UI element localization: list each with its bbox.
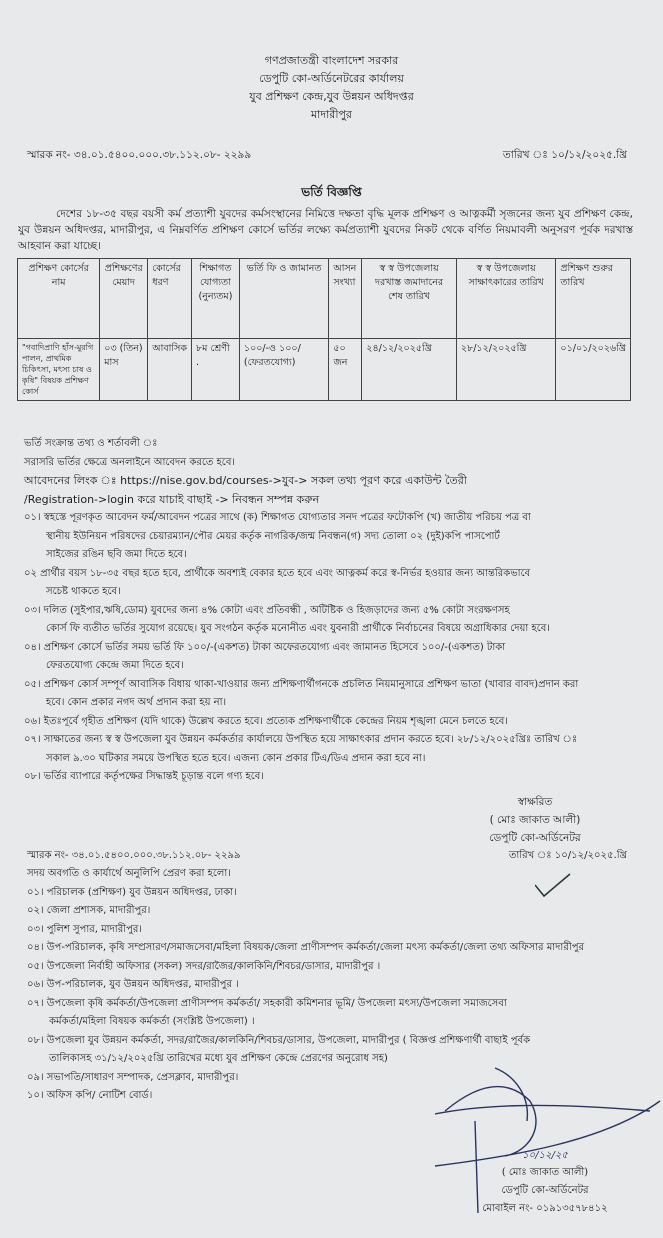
online-note: সরাসরি ভর্তির ক্ষেত্রে অনলাইনে আবেদন করতে হবে। [24, 456, 235, 468]
cell-type: আবাসিক [148, 339, 192, 401]
distribution-item: ০১। পরিচালক (প্রশিক্ষণ) যুব উন্নয়ন অধিদপ্তর, ঢাকা। [27, 886, 237, 898]
condition-item: সাইজের রঙিন ছবি জমা দিতে হবে। [46, 549, 187, 560]
col-header: প্রশিক্ষণ শুরুর তারিখ [556, 259, 631, 339]
condition-item: সকাল ৯.৩০ ঘটিকার সময়ে উপস্থিত হতে হবে। এজন্য কোন প্রকার টিএ/ডিএ প্রদান করা হবে না। [46, 752, 426, 764]
distribution-intro: সদয় অবগতি ও কার্যার্থে অনুলিপি প্রেরণ করা হলো। [27, 868, 231, 879]
application-link[interactable]: আবেদনের লিংক ঃ https://nise.gov.bd/courses->যুব-> সকল তথ্য পূরণ করে একাউন্ট তৈরী [24, 474, 467, 487]
distribution-item: ০৫। উপজেলা নির্বাহী অফিসার (সকল) সদর/রাজৈর/কালকিনি/শিবচর/ডাসার, মাদারীপুর । [27, 960, 381, 972]
col-header: কোর্সের ধরণ [148, 259, 192, 339]
intro-paragraph: দেশের ১৮-৩৫ বছর বয়সী কর্ম প্রত্যাশী যুবদের কর্মসংস্থানের নিমিত্তে দক্ষতা বৃদ্ধি মূলক প্রশিক্ষণ ও আত্নকর্মী সৃজনের জন্য যুব প্রশিক্ষণ কেন্দ্র, যুব উন্নয়ন অধিদপ্তর, মাদারীপুর, এ নিম্নবর্ণিত প্রশিক্ষণ কোর্সে ভর্তির লক্ষ্যে কর্মপ্রত্যাশী যুবদের নিকট থেকে বর্ণিত নিয়মাবলী অনুসরণ পূর্বক দরখাস্ত আহবান করা যাচ্ছে। [18, 208, 633, 252]
col-header: আসন সংখ্যা [329, 259, 362, 339]
signatory-name: ( মোঃ জাকাত আলী) [489, 813, 581, 826]
letterhead-line: যুব প্রশিক্ষণ কেন্দ্র,যুব উন্নয়ন অধিদপ্তর [249, 90, 414, 103]
condition-item: ০৮। ভর্তির ব্যাপারে কর্তৃপক্ষের সিদ্ধান্তই চূড়ান্ত বলে গণ্য হবে। [24, 771, 264, 782]
conditions-heading: ভর্তি সংক্রান্ত তথ্য ও শর্তাবলী ঃ [24, 438, 158, 449]
memo-number: স্মারক নং- ৩৪.০১.৫৪০০.০০০.৩৮.১১২.০৮- ২২৯৯ [27, 149, 252, 161]
condition-item: ০৫। প্রশিক্ষণ কোর্স সম্পূর্ণ আবাসিক বিধায় থাকা-খাওয়ার জন্য প্রশিক্ষণার্থীগনকে প্রচলিত নিয়মানুসারে প্রশিক্ষণ ভাতা (খাবার বাবদ)প্রদান করা [24, 678, 579, 690]
col-header: প্রশিক্ষণের মেয়াদ [100, 259, 148, 339]
distribution-item: ০৩। পুলিশ সুপার, মাদারীপুর। [27, 923, 142, 935]
distribution-item: ০৯। সভাপতি/সাধারণ সম্পাদক, প্রেসক্লাব, মাদারীপুর। [27, 1071, 239, 1083]
signature-date: তারিখ ঃ ১০/১২/২০২৫.খ্রি [508, 849, 627, 861]
signature-block [455, 793, 615, 847]
letterhead-line: মাদারীপুর [311, 108, 352, 121]
letterhead [0, 52, 663, 124]
cell-fee: ১০০/-ও ১০০/ (ফেরতযোগ্য) [239, 339, 328, 401]
condition-item: স্থানীয় ইউনিয়ন পরিষদের চেয়ারম্যান/পৌর মেয়র কর্তৃক নাগরিক/জন্ম নিবন্ধন(গ) সদ্য তোলা ০২ (দুই)কপি পাসপোর্ট [46, 530, 500, 542]
distribution-item: তালিকাসহ ৩১/১২/২০২৫খ্রি তারিখের মধ্যে যুব প্রশিক্ষণ কেন্দ্রে প্রেরণের অনুরোধ সহ) [49, 1053, 388, 1064]
course-table [17, 258, 631, 401]
letterhead-line: গণপ্রজাতন্ত্রী বাংলাদেশ সরকার [264, 54, 399, 67]
signatory-designation: ডেপুটি কো-অর্ডিনেটর [501, 1184, 589, 1196]
cell-seats: ৫০ জন [329, 339, 362, 401]
col-header: স্ব স্ব উপজেলায় সাক্ষাৎকারের তারিখ [456, 259, 556, 339]
condition-item: ০৩। দলিত (সুইপার,ঋষি,ডোম) যুবদের জন্য ৪% কোটা এবং প্রতিবন্ধী , অটিষ্টিক ও হিজড়াদের জন্য ৫% কোটা সংরক্ষণসহ [24, 604, 510, 616]
col-header: স্ব স্ব উপজেলায় দরখাস্ত জমাদানের শেষ তারিখ [362, 259, 457, 339]
distribution-item: ০৭। উপজেলা কৃষি কর্মকর্তা/উপজেলা প্রাণীসম্পদ কর্মকর্তা/ সহকারী কমিশনার ভূমি/ উপজেলা মৎস্য/উপজেলা সমাজসেবা [27, 997, 507, 1009]
distribution-item: ১০। অফিস কপি/ নোটিশ বোর্ড। [27, 1090, 153, 1101]
cell-qualification: ৮ম শ্রেণী . [192, 339, 240, 401]
issue-date: তারিখ ঃ ১০/১২/২০২৫.খ্রি [502, 149, 627, 161]
condition-item: ০৬। ইতঃপূর্বে গৃহীত প্রশিক্ষণ (যদি থাকে) উল্লেখ করতে হবে। প্রত্যেক প্রশিক্ষণার্থীকে কেন্দ্রের নিয়ম শৃঙ্খলা মেনে চলতে হবে। [24, 715, 508, 727]
distribution-item: ০৮। উপজেলা যুব উন্নয়ন কর্মকর্তা, সদর/রাজৈর/কালকিনি/শিবচর/ডাসার, উপজেলা, মাদারীপুর ( বিজ্ঞপ্ত প্রশিক্ষণার্থী বাছাই পূর্বক [27, 1034, 531, 1046]
col-header: শিক্ষাগত যোগ্যতা (নুন্যতম) [192, 259, 240, 339]
application-link-steps: /Registration->login করে যাচাই বাছাই -> নিবন্ধন সম্পন্ন করুন [24, 492, 320, 506]
mobile-number: মোবাইল নং- ০১৯১৩৫৭৮৪১২ [482, 1202, 608, 1214]
distribution-section [27, 847, 651, 1106]
condition-item: কোর্স ফি ব্যতীত ভর্তির সুযোগ রয়েছে। যুব সংগঠন কর্তৃক মনোনীত এবং যুবনারী প্রার্থীকে নির্বাচনের বিষয়ে অগ্রাধিকার দেয়া হবে। [46, 623, 550, 634]
distribution-memo-number: স্মারক নং- ৩৪.০১.৫৪০০.০০০.৩৮.১১২.০৮- ২২৯৯ [27, 849, 241, 861]
cell-course-name: "গবাদিপ্রাণি হাঁস-মুরগি পালন, প্রাথমিক চিকিৎসা, মৎস্য চাষ ও কৃষি" বিষয়ক প্রশিক্ষণ কোর্স [18, 339, 100, 401]
final-signature-area [455, 1108, 635, 1218]
condition-item: ০১। স্বহস্তে পূরণকৃত আবেদন ফর্ম/আবেদন পত্রের সাথে (ক) শিক্ষাগত যোগ্যতার সনদ পত্রের ফটোকপি (খ) জাতীয় পরিচয় পত্র বা [24, 512, 531, 523]
cell-duration: ০৩ (তিন) মাস [100, 339, 148, 401]
notice-title: ভর্তি বিজ্ঞপ্তি [301, 185, 362, 199]
condition-item: ০৪। প্রশিক্ষণ কোর্সে ভর্তির সময় ভর্তি ফি ১০০/-(একশত) টাকা অফেরতযোগ্য এবং জামানত হিসেবে ১০০/-(একশত) টাকা [24, 641, 506, 653]
distribution-header-row [27, 847, 651, 866]
signatory-name: ( মোঃ জাকাত আলী) [501, 1166, 589, 1178]
signed-label: স্বাক্ষরিত [517, 795, 553, 808]
distribution-item: ০৪। উপ-পরিচালক, কৃষি সম্প্রসারণ/সমাজসেবা/মহিলা বিষয়ক/জেলা প্রাণীসম্পদ কর্মকর্তা/জেলা মৎস্য কর্মকর্তা/জেলা তথ্য অফিসার মাদারীপুর [27, 942, 584, 953]
condition-item: ০২ প্রার্থীর বয়স ১৮-৩৫ বছর হতে হবে, প্রার্থীকে অবশ্যই বেকার হতে হবে এবং আত্নকর্ম করে স্ব-নির্ভর হওয়ার জন্য আন্তরিকভাবে [24, 567, 531, 579]
col-header: ভর্তি ফি ও জামানত [239, 259, 328, 339]
handwritten-date: ১০/১২/২৫ [522, 1149, 568, 1161]
final-signature-block [455, 1164, 635, 1218]
cell-deadline: ২৪/১২/২০২৫খ্রি [362, 339, 457, 401]
condition-item: ফেরতযোগ্য কেন্দ্রে জমা দিতে হবে। [46, 660, 184, 671]
cell-start-date: ০১/০১/২০২৬খ্রি [556, 339, 631, 401]
conditions-section [24, 435, 651, 787]
letterhead-line: ডেপুটি কো-অর্ডিনেটরের কার্যালয় [259, 72, 404, 85]
col-header: প্রশিক্ষণ কোর্সের নাম [18, 259, 100, 339]
signatory-designation: ডেপুটি কো-অর্ডিনেটর [489, 831, 581, 844]
cell-interview-date: ২৮/১২/২০২৫খ্রি [456, 339, 556, 401]
distribution-item: কর্মকর্তা/মহিলা বিষয়ক কর্মকর্তা (সংশ্লিষ্ট উপজেলা) । [49, 1016, 255, 1027]
condition-item: ০৭। সাক্ষাতের জন্য স্ব স্ব উপজেলা যুব উন্নয়ন কর্মকর্তার কার্যালয়ে উপস্থিত হয়ে সাক্ষাৎকার প্রদান করতে হবে। ২৮/১২/২০২৫খ্রিঃ তারিখ ঃ [24, 734, 578, 745]
table-row [18, 339, 631, 401]
condition-item: হবে। কোন প্রকার নগদ অর্থ প্রদান করা হয় না। [46, 697, 227, 708]
document-body [0, 206, 663, 1238]
distribution-item: ০৬। উপ-পরিচালক, যুব উন্নয়ন অধিদপ্তর, মাদারীপুর । [27, 979, 239, 990]
distribution-item: ০২। জেলা প্রশাসক, মাদারীপুর। [27, 905, 151, 916]
table-header-row [18, 259, 631, 339]
condition-item: সচেষ্ট থাকতে হবে। [46, 586, 121, 597]
